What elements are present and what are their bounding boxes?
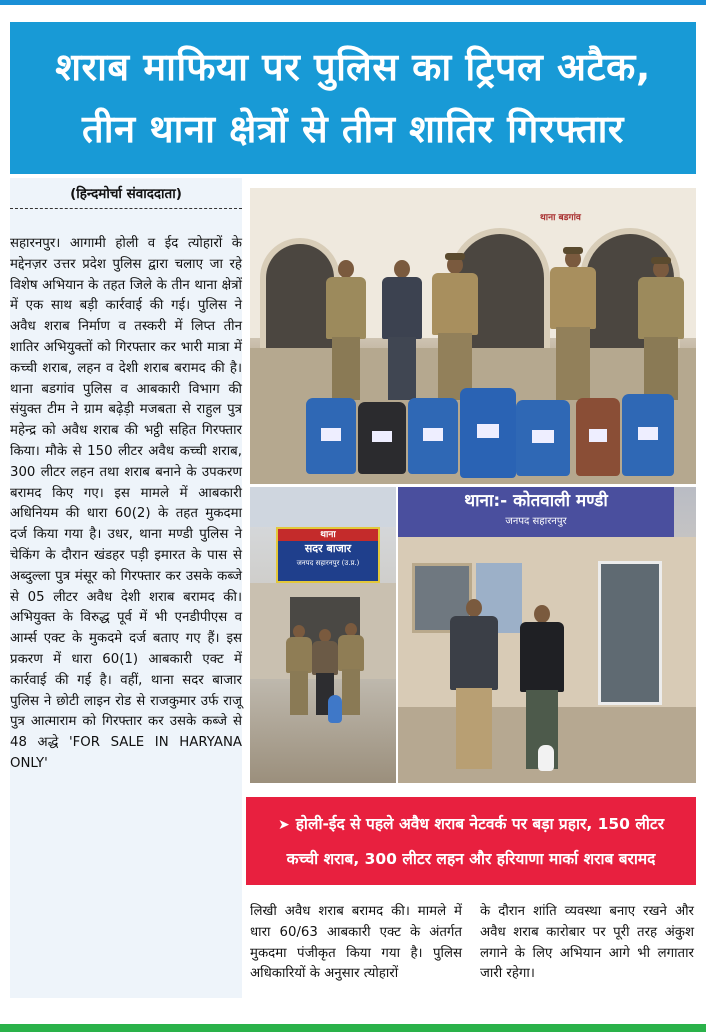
byline: (हिन्दमोर्चा संवाददाता) <box>70 186 182 202</box>
article-body-left: सहारनपुर। आगामी होली व ईद त्योहारों के मद्देनज़र उत्तर प्रदेश पुलिस द्वारा चलाए जा रहे विशेष अभियान के तहत जिले के तीन थाना क्षेत्रों में एक साथ बड़ी कार्रवाई की गई। पुलिस ने अवैध शराब निर्माण व तस्करी में लिप्त तीन शातिर अभियुक्तों को गिरफ्तार कर भारी मात्रा में कच्ची शराब, लहन व देशी शराब बरामद की है। थाना बडगांव पुलिस व आबकारी विभाग की संयुक्त टीम ने ग्राम बढ़ेड़ी मजबता से राहुल पुत्र महेन्द्र को अवैध शराब की भट्ठी सहित गिरफ्तार किया। मौके से 150 लीटर अवैध कच्ची शराब, 300 लीटर लहन तथा शराब बनाने के उपकरण बरामद किए गए। इस मामले में आबकारी अधिनियम की धारा 60(2) के तहत मुकदमा दर्ज किया गया है। उधर, थाना मण्डी पुलिस ने चेकिंग के दौरान खंडहर पड़ी इमारत के पास से अब्दुल्ला पुत्र मंसूर को गिरफ्तार कर उसके कब्जे से 05 लीटर अवैध देशी शराब बरामद की। अभियुक्त के विरुद्ध पूर्व में भी एनडीपीएस व आर्म्स एक्ट के मुकदमे दर्ज बताए गए हैं। इस प्रकरण में धारा 60(1) आबकारी एक्ट में कार्रवाई की गई है। वहीं, थाना सदर बाजार पुलिस ने छोटी लाइन रोड से राजकुमार उर्फ राजू पुत्र आत्माराम को गिरफ्तार कर उसके कब्जे से 48 अद्धे 'FOR SALE IN HARYANA ONLY' <box>10 236 242 771</box>
seized-drum <box>306 398 356 474</box>
byline-divider <box>10 208 242 209</box>
article-body-bottom-1: लिखी अवैध शराब बरामद की। मामले में धारा 60/63 आबकारी एक्ट के अंतर्गत मुकदमा पंजीकृत किया गया है। पुलिस अधिकारियों के अनुसार त्योहारों <box>250 904 462 982</box>
left-column <box>10 178 242 998</box>
sadar-bazar-sign <box>276 527 380 583</box>
bottom-rule <box>0 1024 706 1032</box>
banner-line-2: कच्ची शराब, 300 लीटर लहन और हरियाणा मार्का शराब बरामद <box>286 849 656 868</box>
police-officer <box>638 260 684 400</box>
banner-line-1 <box>246 807 696 842</box>
person-standing <box>382 260 422 400</box>
photo-sadar-bazar <box>250 487 396 783</box>
sign-line-3: जनपद सहारनपुर (उ.प्र.) <box>296 559 360 567</box>
police-officer <box>286 625 312 715</box>
police-officer <box>550 250 596 400</box>
gas-cylinder <box>576 398 620 476</box>
sign-line-2: जनपद सहारनपुर <box>505 516 567 527</box>
kotwali-mandi-sign <box>398 487 674 537</box>
headline-line-1: शराब माफिया पर पुलिस का ट्रिपल अटैक, <box>55 45 651 89</box>
sky <box>250 487 396 527</box>
photo-badgaon-seizure <box>250 188 696 484</box>
sign-line-1: थाना <box>278 529 378 541</box>
top-rule <box>0 0 706 5</box>
seized-drum <box>622 394 674 476</box>
seized-bottle-bag <box>328 695 342 723</box>
sign-line-2: सदर बाजार <box>304 542 352 555</box>
banner-text-1: होली-ईद से पहले अवैध शराब नेटवर्क पर बड़ा प्रहार, 150 लीटर <box>295 814 665 833</box>
seized-drum <box>516 400 570 476</box>
seized-drum <box>408 398 458 474</box>
police-officer <box>326 260 366 400</box>
station-wall-sign: थाना बडगांव <box>540 213 581 223</box>
highlight-banner <box>246 797 696 885</box>
arrow-icon: ➤ <box>277 816 290 833</box>
headline-line-2: तीन थाना क्षेत्रों से तीन शातिर गिरफ्तार <box>82 107 624 151</box>
police-officer <box>450 599 498 769</box>
seized-bottle <box>538 745 554 771</box>
photo-kotwali-mandi <box>398 487 696 783</box>
seized-drum <box>460 388 516 478</box>
police-officer <box>432 256 478 400</box>
seized-drum <box>358 402 406 474</box>
station-door <box>598 561 662 705</box>
article-body-bottom-2: के दौरान शांति व्यवस्था बनाए रखने और अवैध शराब कारोबार पर पूरी तरह अंकुश लगाने के लिए अभियान आगे भी लगातार जारी रहेगा। <box>480 904 694 982</box>
sign-line-1: थाना:- कोतवाली मण्डी <box>464 491 608 511</box>
headline-block <box>10 22 696 174</box>
